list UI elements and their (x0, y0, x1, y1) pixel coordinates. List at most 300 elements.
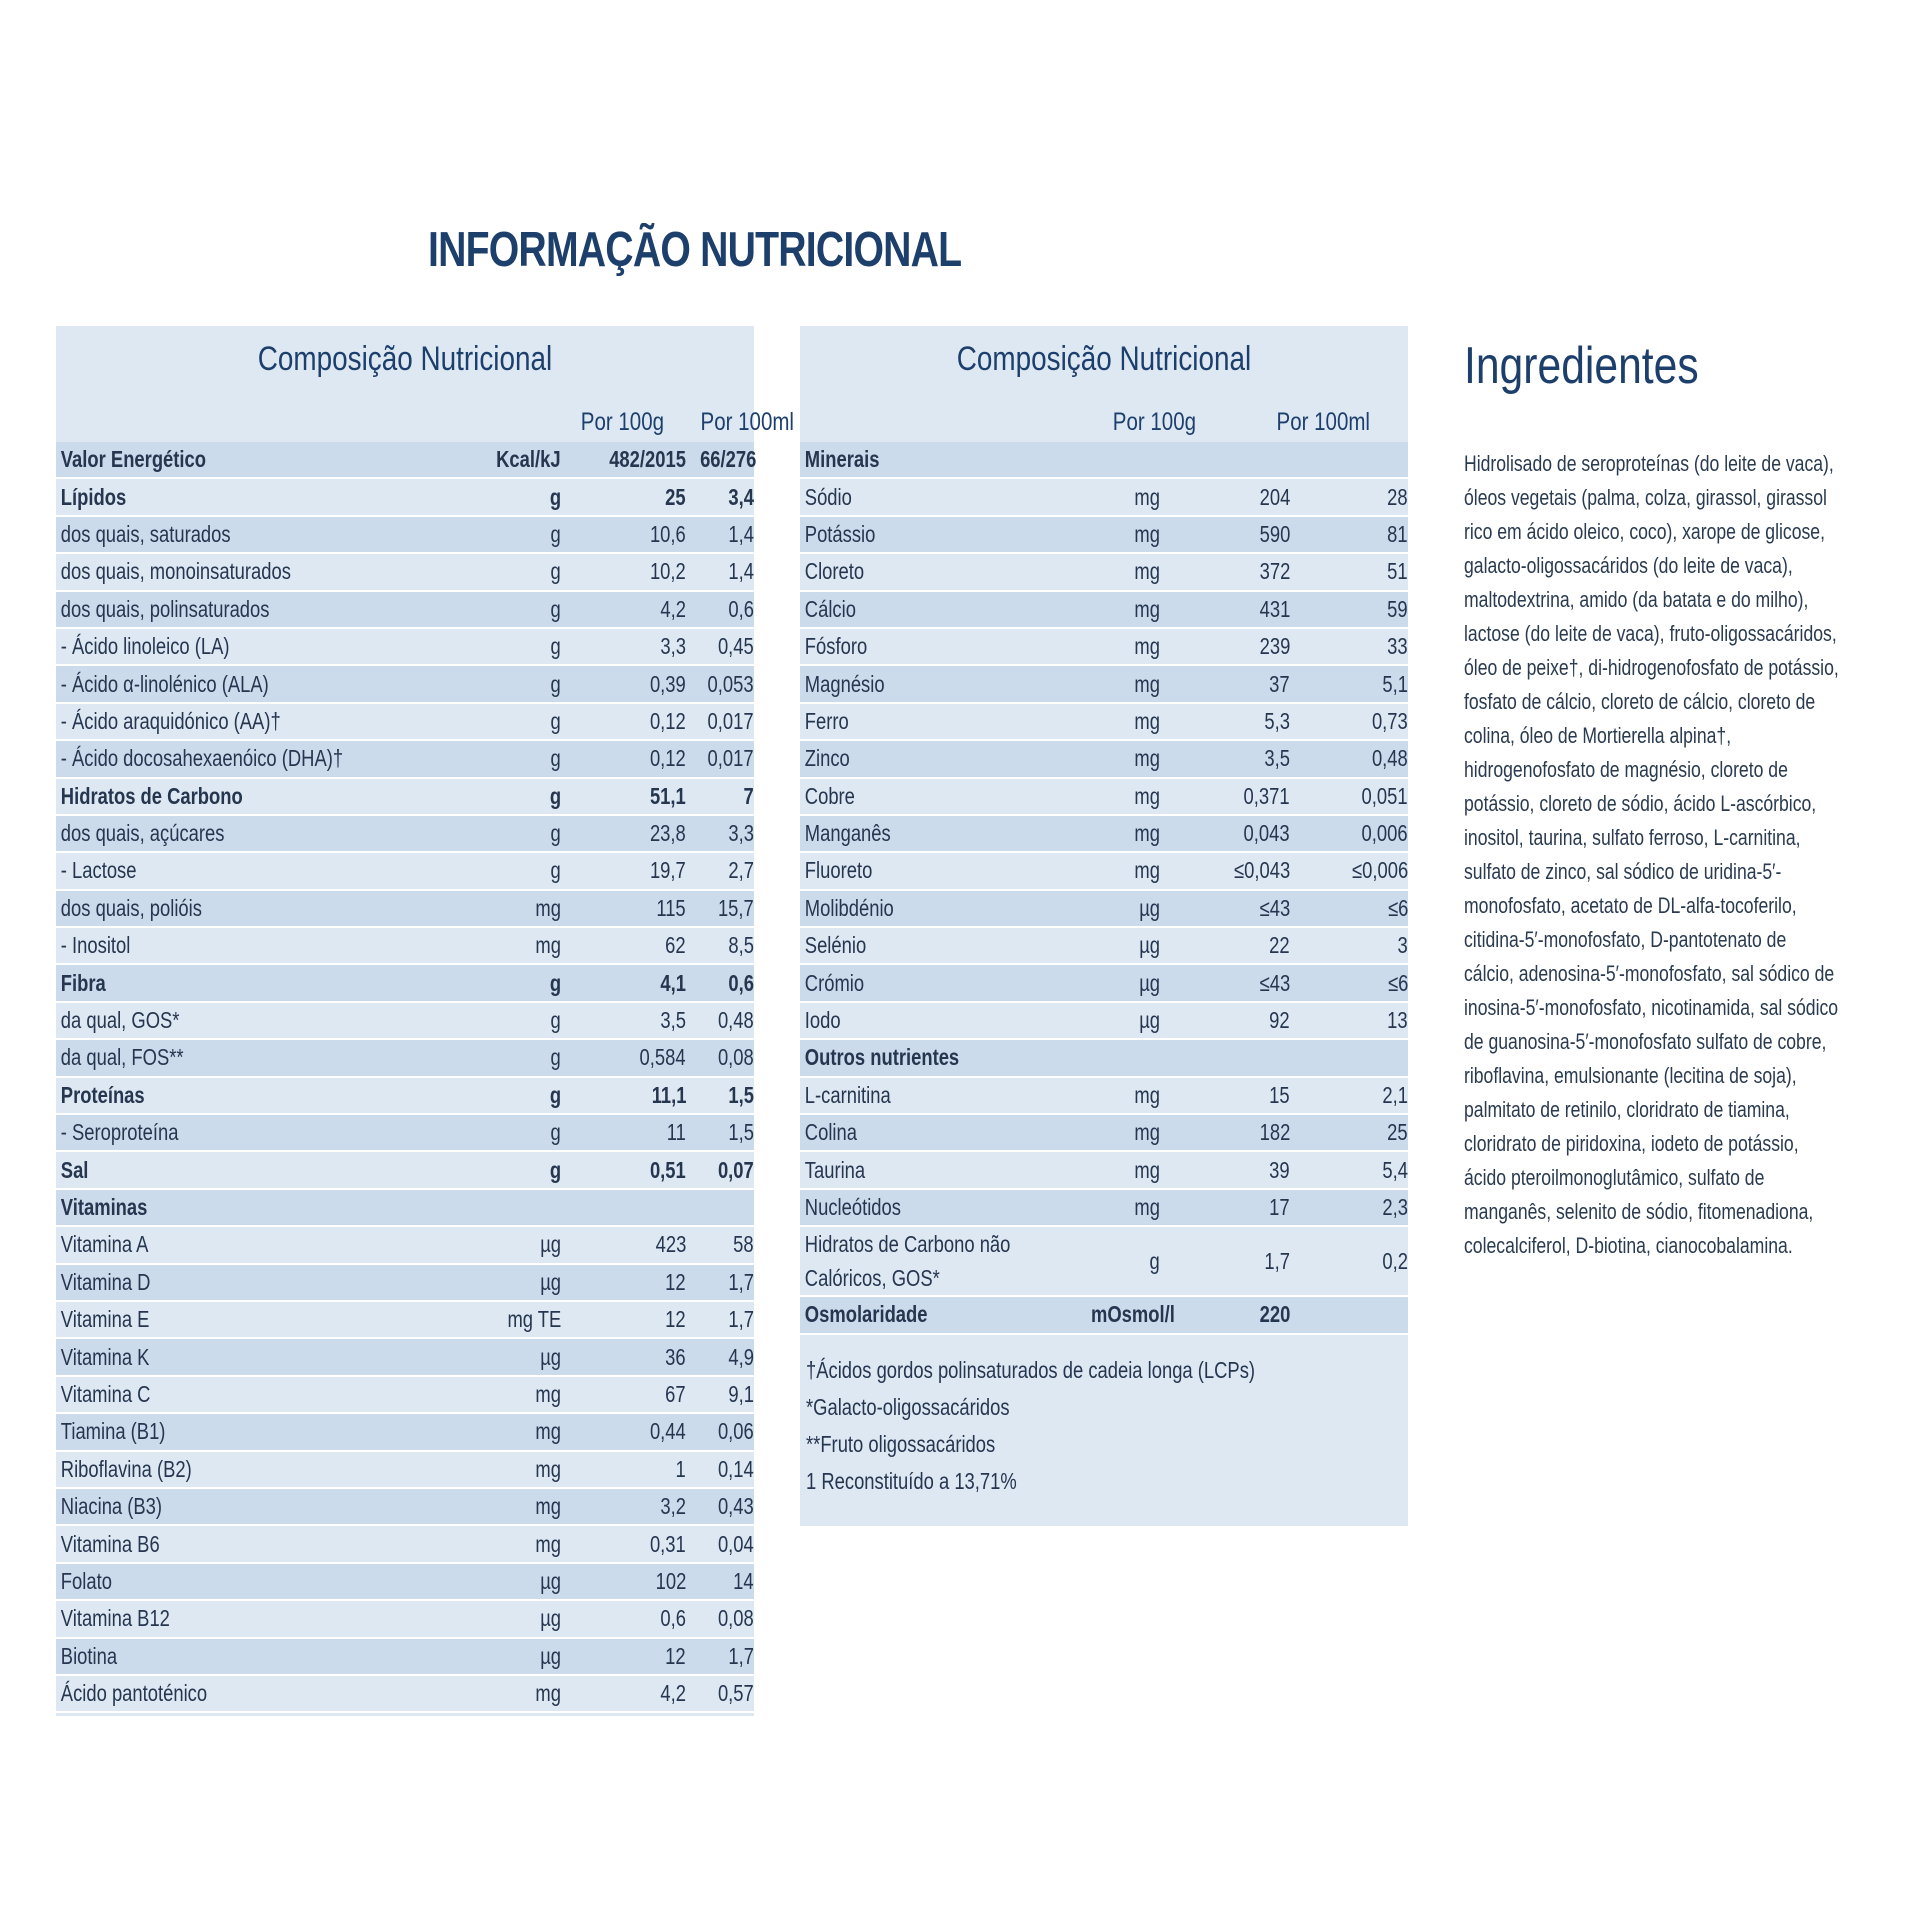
value-per-100g (1160, 665, 1290, 702)
value-per-100g (561, 740, 686, 777)
nutrient-unit-text: g (549, 1156, 561, 1183)
value-per-100ml (1290, 1151, 1408, 1188)
nutrient-name (800, 1296, 1070, 1333)
table-row (800, 852, 1408, 889)
table-row (56, 1151, 754, 1188)
value-per-100ml (686, 890, 754, 927)
footnote: †Ácidos gordos polinsaturados de cadeia longa (LCPs) (806, 1357, 1256, 1383)
table-row (56, 1114, 754, 1151)
nutrient-name (56, 740, 426, 777)
nutrient-name-text: Folato (60, 1567, 112, 1594)
table-row (56, 1563, 754, 1600)
table-row (800, 591, 1408, 628)
nutrient-unit (426, 1039, 561, 1076)
value-per-100ml (686, 1563, 754, 1600)
value-per-100ml-text: 7 (743, 782, 754, 809)
nutrient-unit (1070, 1296, 1175, 1333)
nutrient-unit (426, 442, 561, 478)
value-per-100g-text: 17 (1269, 1194, 1290, 1220)
value-per-100ml-text: 0,57 (718, 1680, 754, 1707)
value-per-100g-text: 15 (1269, 1081, 1290, 1108)
table-row (800, 478, 1408, 515)
nutrient-name (56, 591, 426, 628)
nutrient-name-text: Hidratos de Carbono (60, 782, 243, 809)
nutrient-unit (1070, 628, 1160, 665)
value-per-100ml (686, 964, 754, 1001)
value-per-100ml-text: 1,4 (728, 520, 754, 547)
value-per-100ml-text: 0,45 (718, 633, 754, 660)
nutrient-unit-text: µg (1139, 932, 1160, 959)
nutrient-unit (426, 1151, 561, 1188)
nutrient-name (56, 553, 426, 590)
nutrient-unit-text: mg (1134, 745, 1160, 772)
nutrient-name-text: Sódio (804, 483, 852, 510)
nutrient-unit (426, 1376, 561, 1413)
value-per-100g (561, 852, 686, 889)
value-per-100ml (686, 927, 754, 964)
nutrient-unit-text: mg (1134, 1156, 1160, 1183)
value-per-100g-text: 39 (1269, 1156, 1290, 1183)
value-per-100ml (1290, 740, 1408, 777)
nutrient-name (56, 442, 426, 478)
value-per-100g (1160, 927, 1290, 964)
nutrient-unit-text: mg (535, 1680, 561, 1707)
value-per-100g (561, 1039, 686, 1076)
value-per-100ml-text: 4,9 (728, 1343, 754, 1370)
value-per-100g (561, 1226, 686, 1263)
value-per-100ml-text: 33 (1387, 633, 1408, 660)
value-per-100g-text: 0,371 (1243, 782, 1290, 809)
value-per-100ml-text: 25 (1387, 1119, 1408, 1146)
nutrient-name (800, 852, 1070, 889)
nutrient-unit (1070, 478, 1160, 515)
nutrient-name (800, 740, 1070, 777)
table-row (56, 665, 754, 702)
value-per-100ml-text: 9,1 (728, 1380, 754, 1407)
nutrient-name (56, 927, 426, 964)
value-per-100ml-text: 0,08 (718, 1605, 754, 1632)
value-per-100ml (686, 665, 754, 702)
nutrient-name-text: Manganês (804, 820, 891, 847)
nutrient-name-text: Fósforo (804, 633, 868, 660)
value-per-100ml (686, 1451, 754, 1488)
value-per-100ml-text: 59 (1387, 595, 1408, 622)
value-per-100g-text: 102 (655, 1567, 686, 1594)
panel-title: Composição Nutricional (257, 340, 553, 378)
value-per-100ml-text: 0,6 (728, 969, 754, 996)
nutrient-unit-text: g (550, 820, 561, 847)
nutrient-name (56, 1675, 426, 1712)
table-row (800, 1189, 1408, 1226)
value-per-100ml-text: 0,017 (707, 707, 754, 734)
nutrient-unit (1070, 1151, 1160, 1188)
nutrient-name (56, 1301, 426, 1338)
value-per-100ml-text: 66/276 (700, 446, 757, 473)
value-per-100ml (1290, 1226, 1408, 1296)
value-per-100ml (686, 442, 757, 478)
nutrient-unit-text: mg (1134, 558, 1160, 585)
table-row (56, 628, 754, 665)
nutrient-unit-text: mOsmol/l (1090, 1301, 1175, 1328)
value-per-100g (561, 1638, 686, 1675)
nutrient-unit (426, 815, 561, 852)
value-per-100ml-text: 1,5 (728, 1119, 754, 1146)
nutrient-unit (1070, 665, 1160, 702)
nutrition-panel-right (800, 326, 1408, 1526)
nutrient-name (800, 964, 1070, 1001)
table-row (800, 1039, 1408, 1076)
nutrient-name-text: Vitamina D (60, 1268, 151, 1295)
value-per-100g (1160, 628, 1290, 665)
nutrient-name (56, 852, 426, 889)
value-per-100ml-text: ≤6 (1387, 969, 1408, 996)
column-header-per-100ml: Por 100ml (1276, 408, 1370, 436)
nutrient-name (56, 1525, 426, 1562)
value-per-100g (561, 1413, 686, 1450)
value-per-100g-text: 37 (1269, 670, 1290, 697)
nutrient-unit (426, 1189, 561, 1226)
nutrient-name (56, 1600, 426, 1637)
nutrient-name (56, 1189, 426, 1226)
nutrient-name (56, 1563, 426, 1600)
nutrient-name (56, 1376, 426, 1413)
nutrient-unit (1070, 964, 1160, 1001)
value-per-100ml (686, 1002, 754, 1039)
nutrient-unit-text: mg (535, 932, 561, 959)
nutrient-unit-text: Kcal/kJ (496, 446, 561, 473)
value-per-100ml (686, 1638, 754, 1675)
value-per-100ml-text: 1,7 (728, 1306, 754, 1333)
value-per-100ml (1290, 478, 1408, 515)
value-per-100g (1160, 1151, 1290, 1188)
value-per-100g (561, 1151, 686, 1188)
table-row (800, 628, 1408, 665)
nutrient-unit-text: mg (1134, 520, 1160, 547)
table-row (800, 703, 1408, 740)
value-per-100g (561, 964, 686, 1001)
value-per-100ml (686, 1600, 754, 1637)
nutrient-name-text: Vitamina C (60, 1380, 151, 1407)
nutrient-name-text: Fibra (60, 969, 106, 996)
value-per-100g-text: 3,5 (1264, 745, 1290, 772)
value-per-100ml-text: 0,06 (718, 1418, 754, 1445)
value-per-100ml (686, 1525, 754, 1562)
table-row (56, 1301, 754, 1338)
nutrient-unit-text: mg (1134, 857, 1160, 884)
column-header-per-100g: Por 100g (580, 408, 664, 436)
nutrient-name-text: Colina (804, 1119, 857, 1146)
nutrient-name-text: - Seroproteína (60, 1119, 179, 1146)
table-row (56, 890, 754, 927)
value-per-100g (561, 665, 686, 702)
nutrient-name (56, 1226, 426, 1263)
nutrient-name (800, 1077, 1070, 1114)
nutrient-unit-text: g (550, 670, 561, 697)
table-row (800, 1151, 1408, 1188)
value-per-100ml-text: 1,4 (728, 558, 754, 585)
value-per-100ml (1290, 815, 1408, 852)
nutrient-unit (1070, 553, 1160, 590)
nutrient-name-text: dos quais, monoinsaturados (60, 558, 291, 585)
value-per-100g-text: 25 (665, 483, 686, 510)
nutrient-name (800, 1151, 1070, 1188)
value-per-100ml-text: 8,5 (728, 932, 754, 959)
nutrient-name (800, 591, 1070, 628)
value-per-100g-text: 10,2 (650, 558, 686, 585)
value-per-100g (1160, 1189, 1290, 1226)
ingredients-title: Ingredientes (1464, 337, 1699, 395)
value-per-100ml-text: 14 (733, 1567, 754, 1594)
nutrient-name-text: Biotina (60, 1642, 118, 1669)
nutrient-name-text: Fluoreto (804, 857, 873, 884)
nutrient-unit-text: mg (1134, 670, 1160, 697)
value-per-100g-text: ≤0,043 (1233, 857, 1290, 884)
value-per-100g (561, 1488, 686, 1525)
table-row (56, 1226, 754, 1263)
value-per-100g (561, 1301, 686, 1338)
nutrient-name (56, 478, 426, 515)
nutrient-name-text: Vitamina B6 (60, 1530, 160, 1557)
value-per-100g (1160, 964, 1290, 1001)
value-per-100ml (1290, 1002, 1408, 1039)
nutrient-unit (1070, 703, 1160, 740)
value-per-100ml-text: 0,08 (718, 1044, 754, 1071)
nutrient-unit-text: µg (540, 1343, 561, 1370)
nutrient-name-text: Ácido pantoténico (60, 1680, 208, 1707)
nutrient-name (56, 1039, 426, 1076)
value-per-100ml-text: ≤0,006 (1351, 857, 1408, 884)
value-per-100ml (1290, 628, 1408, 665)
value-per-100g-text: 0,51 (650, 1156, 686, 1183)
nutrient-unit (1070, 591, 1160, 628)
value-per-100g-text: 4,1 (660, 969, 686, 996)
value-per-100ml (686, 1189, 754, 1226)
nutrient-name (800, 890, 1070, 927)
nutrient-name (800, 442, 1070, 478)
nutrient-unit-text: mg (1134, 1194, 1160, 1220)
value-per-100g-text: 1 (675, 1455, 686, 1482)
nutrient-name (56, 964, 426, 1001)
table-row (56, 778, 754, 815)
table-row (56, 740, 754, 777)
value-per-100g-text: 51,1 (650, 782, 686, 809)
table-row (800, 1002, 1408, 1039)
nutrient-unit-text: g (550, 1007, 561, 1034)
value-per-100ml (1290, 665, 1408, 702)
value-per-100g-text: 590 (1259, 520, 1290, 547)
value-per-100ml (686, 778, 754, 815)
value-per-100g (561, 1338, 686, 1375)
value-per-100g-text: 11 (666, 1119, 686, 1146)
nutrient-unit-text: mg (535, 1380, 561, 1407)
nutrient-unit-text: mg (1134, 707, 1160, 734)
value-per-100ml-text: 0,04 (718, 1530, 754, 1557)
value-per-100g-text: 0,12 (650, 707, 686, 734)
nutrient-name-text: Vitamina B12 (60, 1605, 170, 1632)
nutrient-unit (426, 778, 561, 815)
nutrient-unit (1070, 516, 1160, 553)
nutrient-unit (426, 703, 561, 740)
nutrient-unit (426, 1338, 561, 1375)
nutrient-name-text: Taurina (804, 1156, 866, 1183)
nutrient-name-text: Nucleótidos (804, 1194, 901, 1220)
nutrient-unit-text: g (550, 857, 561, 884)
value-per-100g-text: 5,3 (1264, 707, 1290, 734)
nutrient-unit-text: mg (1134, 595, 1160, 622)
value-per-100ml-text: 15,7 (718, 894, 754, 921)
value-per-100ml-text: 0,006 (1361, 820, 1408, 847)
value-per-100ml (686, 1488, 754, 1525)
nutrient-unit (1070, 442, 1160, 478)
nutrient-unit (426, 1226, 561, 1263)
nutrient-unit (426, 740, 561, 777)
nutrient-unit (1070, 1226, 1160, 1296)
nutrient-unit-text: mg (1134, 820, 1160, 847)
value-per-100ml (1290, 778, 1408, 815)
nutrient-unit-text: mg (1134, 782, 1160, 809)
value-per-100g-text: 0,31 (650, 1530, 686, 1557)
value-per-100g (561, 778, 686, 815)
nutrient-name (800, 516, 1070, 553)
nutrient-name-text: Cobre (804, 782, 855, 809)
nutrient-name-text: - Ácido α-linolénico (ALA) (60, 670, 269, 697)
nutrient-name (56, 516, 426, 553)
nutrient-unit-text: mg (1134, 483, 1160, 510)
nutrient-unit (426, 1002, 561, 1039)
value-per-100ml (686, 1151, 754, 1188)
value-per-100g-text: ≤43 (1259, 894, 1290, 921)
value-per-100ml (686, 1039, 754, 1076)
value-per-100g (561, 553, 686, 590)
nutrient-name (800, 553, 1070, 590)
value-per-100ml-text: 51 (1387, 558, 1408, 585)
nutrient-name-text: Vitaminas (60, 1194, 148, 1220)
table-row (56, 1039, 754, 1076)
value-per-100g-text: 23,8 (650, 820, 686, 847)
nutrient-unit-text: mg (535, 894, 561, 921)
nutrient-name-text: - Lactose (60, 857, 137, 884)
value-per-100g (561, 1600, 686, 1637)
nutrient-unit-text: mg (535, 1455, 561, 1482)
value-per-100g-text: 1,7 (1264, 1247, 1290, 1274)
nutrient-name-text: Proteínas (60, 1081, 145, 1108)
nutrition-table-right (800, 442, 1408, 1335)
nutrient-name (800, 478, 1070, 515)
value-per-100ml (686, 1338, 754, 1375)
value-per-100ml-text: 0,053 (707, 670, 754, 697)
value-per-100g (1160, 703, 1290, 740)
table-row (56, 478, 754, 515)
value-per-100ml (1290, 553, 1408, 590)
value-per-100ml-text: 0,43 (718, 1493, 754, 1520)
table-row (800, 964, 1408, 1001)
value-per-100g (1160, 890, 1290, 927)
value-per-100ml (1290, 1114, 1408, 1151)
value-per-100g (561, 628, 686, 665)
value-per-100g-text: 482/2015 (609, 446, 686, 473)
table-row (56, 591, 754, 628)
nutrient-name (56, 890, 426, 927)
value-per-100g (561, 1002, 686, 1039)
nutrient-name (56, 1114, 426, 1151)
value-per-100ml-text: 0,48 (718, 1007, 754, 1034)
nutrient-name-text: Ferro (804, 707, 849, 734)
nutrient-unit-text: g (549, 1081, 561, 1108)
value-per-100g-text: 0,6 (660, 1605, 686, 1632)
value-per-100g-text: 11,1 (651, 1081, 686, 1108)
nutrient-name (800, 1002, 1070, 1039)
table-row (56, 1189, 754, 1226)
table-row (56, 927, 754, 964)
nutrient-unit (1070, 890, 1160, 927)
table-row (56, 1376, 754, 1413)
value-per-100ml (1290, 591, 1408, 628)
table-row (56, 964, 754, 1001)
value-per-100ml (686, 1114, 754, 1151)
nutrient-unit (426, 1488, 561, 1525)
value-per-100g (561, 890, 686, 927)
nutrient-unit-text: mg (535, 1493, 561, 1520)
nutrient-unit-text: g (549, 483, 561, 510)
value-per-100ml (1290, 890, 1408, 927)
value-per-100ml (1290, 1039, 1408, 1076)
nutrient-unit (426, 478, 561, 515)
value-per-100ml-text: 2,3 (1382, 1194, 1408, 1220)
column-header-per-100g: Por 100g (1112, 408, 1196, 436)
nutrient-name-text: Valor Energético (60, 446, 207, 473)
nutrient-name (800, 1189, 1070, 1226)
nutrient-unit-text: mg TE (507, 1306, 561, 1333)
nutrient-name-text: Molibdénio (804, 894, 894, 921)
nutrient-unit (426, 1638, 561, 1675)
value-per-100g-text: 220 (1259, 1301, 1290, 1328)
value-per-100g-text: 239 (1259, 633, 1290, 660)
value-per-100ml (686, 1376, 754, 1413)
nutrient-unit (1070, 1039, 1160, 1076)
nutrient-name (56, 703, 426, 740)
nutrient-unit (1070, 815, 1160, 852)
nutrient-unit-text: mg (535, 1530, 561, 1557)
value-per-100ml (1290, 1189, 1408, 1226)
value-per-100g (561, 815, 686, 852)
table-row (800, 1077, 1408, 1114)
nutrient-unit (1070, 1002, 1160, 1039)
nutrient-unit (426, 665, 561, 702)
value-per-100g (561, 442, 686, 478)
value-per-100ml (686, 852, 754, 889)
value-per-100g-text: 10,6 (650, 520, 686, 547)
value-per-100g-text: 115 (656, 894, 686, 921)
value-per-100g (561, 1264, 686, 1301)
table-row (800, 553, 1408, 590)
nutrient-name-text: da qual, FOS** (60, 1044, 184, 1071)
value-per-100ml-text: 0,6 (728, 595, 754, 622)
value-per-100g-text: 12 (665, 1642, 686, 1669)
nutrient-name (56, 1002, 426, 1039)
value-per-100ml-text: 2,7 (728, 857, 754, 884)
value-per-100ml (686, 553, 754, 590)
table-row (800, 1296, 1408, 1333)
table-row (800, 442, 1408, 478)
nutrient-name (800, 665, 1070, 702)
value-per-100g-text: 3,3 (660, 633, 686, 660)
value-per-100ml (686, 1413, 754, 1450)
nutrient-name (56, 1077, 426, 1114)
value-per-100g (561, 703, 686, 740)
nutrient-name-text: dos quais, polióis (60, 894, 202, 921)
value-per-100ml-text: 0,051 (1361, 782, 1408, 809)
nutrient-name-text: Magnésio (804, 670, 885, 697)
